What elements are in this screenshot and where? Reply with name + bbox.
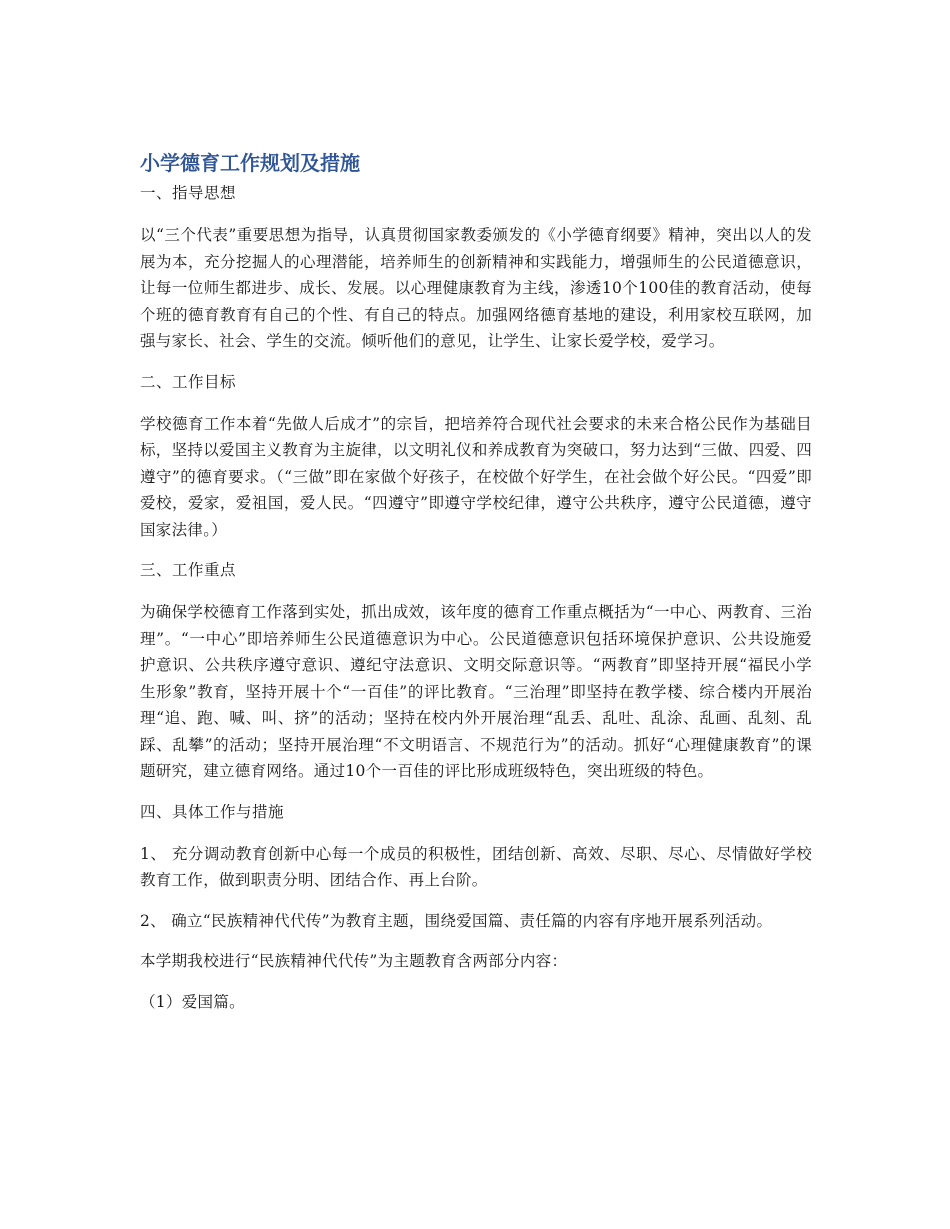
measure-sub-item-1: （1）爱国篇。	[140, 992, 245, 1011]
spacer	[140, 975, 812, 989]
measure-item-1: 1、 充分调动教育创新中心每一个成员的积极性，团结创新、高效、尽职、尽心、尽情做好学校教育工作，做到职责分明、团结合作、再上台阶。	[140, 844, 812, 889]
spacer	[140, 543, 812, 557]
spacer	[140, 825, 812, 841]
spacer	[140, 395, 812, 411]
section-body-work-focus: 为确保学校德育工作落到实处，抓出成效，该年度的德育工作重点概括为“一中心、两教育、三治理”。“一中心”即培养师生公民道德意识为中心。公民道德意识包括环境保护意识、公共设施爱护意识、公共秩序遵守意识、遵纪守法意识、文明交际意识等。“两教育”即坚持开展“福民小学生形象”教育，坚持开展十个“一百佳”的评比教育。“三治理”即坚持在教学楼、综合楼内开展治理“追、跑、喊、叫、挤”的活动；坚持在校内外开展治理“乱丢、乱吐、乱涂、乱画、乱刻、乱踩、乱攀”的活动；坚持开展治理“不文明语言、不规范行为”的活动。抓好“心理健康教育”的课题研究，建立德育网络。通过10个一百佳的评比形成班级特色，突出班级的特色。	[140, 603, 812, 780]
spacer	[140, 785, 812, 799]
spacer	[140, 206, 812, 222]
section-body-work-goals: 学校德育工作本着“先做人后成才”的宗旨，把培养符合现代社会要求的未来合格公民作为基础目标，坚持以爱国主义教育为主旋律，以文明礼仪和养成教育为突破口，努力达到“三做、四爱、四遵守”的德育要求。（“三做”即在家做个好孩子，在校做个好学生，在社会做个好公民。“四爱”即爱校，爱家，爱祖国，爱人民。“四遵守”即遵守学校纪律，遵守公共秩序，遵守公民道德，遵守国家法律。）	[140, 414, 812, 539]
spacer	[140, 894, 812, 908]
measure-intro: 本学期我校进行“民族精神代代传”为主题教育含两部分内容：	[140, 952, 568, 970]
document-title: 小学德育工作规划及措施	[140, 151, 360, 175]
section-heading-guiding-thought: 一、指导思想	[140, 184, 237, 202]
spacer	[140, 934, 812, 948]
section-heading-work-goals: 二、工作目标	[140, 372, 237, 391]
section-heading-measures: 四、具体工作与措施	[140, 802, 285, 821]
section-heading-work-focus: 三、工作重点	[140, 561, 237, 579]
spacer	[140, 355, 812, 369]
document-page	[140, 148, 812, 1015]
spacer	[140, 583, 812, 599]
measure-item-2: 2、 确立“民族精神代代传”为教育主题，围绕爱国篇、责任篇的内容有序地开展系列活动。	[140, 911, 773, 930]
section-body-guiding-thought: 以“三个代表”重要思想为指导，认真贯彻国家教委颁发的《小学德育纲要》精神，突出以人的发展为本，充分挖掘人的心理潜能，培养师生的创新精神和实践能力，增强师生的公民道德意识，让每一位师生都进步、成长、发展。以心理健康教育为主线，渗透10个100佳的教育活动，使每个班的德育教育有自己的个性、有自己的特点。加强网络德育基地的建设，利用家校互联网，加强与家长、社会、学生的交流。倾听他们的意见，让学生、让家长爱学校，爱学习。	[140, 226, 812, 350]
